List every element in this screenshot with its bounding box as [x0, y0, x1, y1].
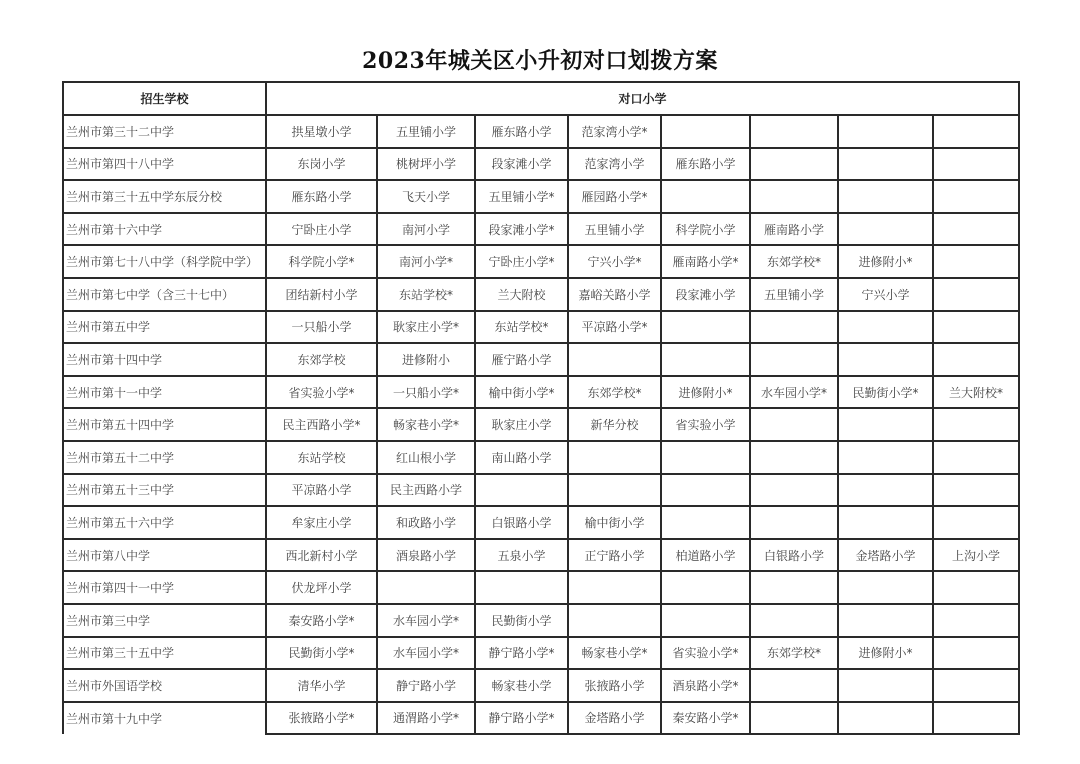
primary-school-cell: 五里铺小学	[568, 213, 661, 246]
table-row	[63, 213, 1019, 246]
primary-school-cell	[568, 474, 661, 507]
primary-school-cell: 秦安路小学*	[661, 702, 750, 735]
primary-school-cell: 上沟小学	[933, 539, 1019, 572]
middle-school-cell: 兰州市第三中学	[63, 604, 266, 637]
primary-school-cell: 柏道路小学	[661, 539, 750, 572]
primary-school-cell	[933, 115, 1019, 148]
primary-school-cell: 范家湾小学*	[568, 115, 661, 148]
primary-school-cell	[661, 604, 750, 637]
primary-school-cell: 金塔路小学	[568, 702, 661, 735]
primary-school-cell: 水车园小学*	[377, 637, 475, 670]
admission-plan-table	[62, 81, 1020, 735]
primary-school-cell: 水车园小学*	[750, 376, 838, 409]
middle-school-cell: 兰州市第五十四中学	[63, 408, 266, 441]
table-row	[63, 376, 1019, 409]
header-row	[63, 82, 1019, 115]
primary-school-cell	[838, 343, 933, 376]
table-row	[63, 539, 1019, 572]
primary-school-cell: 一只船小学*	[377, 376, 475, 409]
middle-school-cell: 兰州市第五十三中学	[63, 474, 266, 507]
primary-school-cell: 民主西路小学	[377, 474, 475, 507]
primary-school-cell	[838, 571, 933, 604]
primary-school-cell: 通渭路小学*	[377, 702, 475, 735]
primary-school-cell: 进修附小*	[661, 376, 750, 409]
primary-school-cell	[750, 311, 838, 344]
primary-school-cell	[568, 604, 661, 637]
primary-school-cell	[933, 702, 1019, 735]
primary-school-cell	[933, 180, 1019, 213]
primary-school-cell: 宁兴小学	[838, 278, 933, 311]
primary-school-cell	[475, 571, 568, 604]
primary-school-cell: 雁南路小学	[750, 213, 838, 246]
primary-school-cell	[933, 506, 1019, 539]
primary-school-cell: 和政路小学	[377, 506, 475, 539]
primary-school-cell: 民勤街小学*	[266, 637, 377, 670]
primary-school-cell: 南山路小学	[475, 441, 568, 474]
primary-school-cell: 五里铺小学*	[475, 180, 568, 213]
primary-school-cell	[838, 408, 933, 441]
primary-school-cell: 飞天小学	[377, 180, 475, 213]
primary-school-cell: 五里铺小学	[750, 278, 838, 311]
primary-school-cell: 秦安路小学*	[266, 604, 377, 637]
primary-school-cell	[750, 148, 838, 181]
primary-school-cell: 段家滩小学	[661, 278, 750, 311]
primary-school-cell: 南河小学*	[377, 245, 475, 278]
table-row	[63, 604, 1019, 637]
primary-school-cell	[750, 604, 838, 637]
table-row	[63, 441, 1019, 474]
middle-school-cell: 兰州市第四十八中学	[63, 148, 266, 181]
middle-school-cell: 兰州市第十九中学	[63, 702, 266, 735]
primary-school-cell	[933, 604, 1019, 637]
primary-school-cell	[568, 343, 661, 376]
middle-school-cell: 兰州市第八中学	[63, 539, 266, 572]
page-title: 2023年城关区小升初对口划拨方案	[362, 48, 718, 74]
primary-school-cell: 榆中街小学	[568, 506, 661, 539]
primary-school-cell: 畅家巷小学	[475, 669, 568, 702]
primary-school-cell	[838, 148, 933, 181]
primary-school-cell: 西北新村小学	[266, 539, 377, 572]
primary-school-cell: 雁东路小学	[475, 115, 568, 148]
primary-school-cell: 水车园小学*	[377, 604, 475, 637]
middle-school-cell: 兰州市外国语学校	[63, 669, 266, 702]
primary-school-cell	[377, 571, 475, 604]
middle-school-cell: 兰州市第五十六中学	[63, 506, 266, 539]
primary-school-cell	[661, 115, 750, 148]
middle-school-cell: 兰州市第三十二中学	[63, 115, 266, 148]
primary-school-cell	[933, 245, 1019, 278]
primary-school-cell: 雁南路小学*	[661, 245, 750, 278]
header-school: 招生学校	[63, 82, 266, 115]
primary-school-cell: 兰大附校*	[933, 376, 1019, 409]
primary-school-cell: 段家滩小学	[475, 148, 568, 181]
primary-school-cell: 东站学校*	[377, 278, 475, 311]
primary-school-cell: 牟家庄小学	[266, 506, 377, 539]
primary-school-cell: 省实验小学	[661, 408, 750, 441]
primary-school-cell	[933, 637, 1019, 670]
primary-school-cell	[661, 180, 750, 213]
primary-school-cell	[838, 180, 933, 213]
primary-school-cell: 雁宁路小学	[475, 343, 568, 376]
primary-school-cell	[933, 278, 1019, 311]
primary-school-cell: 宁卧庄小学*	[475, 245, 568, 278]
primary-school-cell	[750, 669, 838, 702]
middle-school-cell: 兰州市第五十二中学	[63, 441, 266, 474]
primary-school-cell	[661, 506, 750, 539]
primary-school-cell: 科学院小学	[661, 213, 750, 246]
table-row	[63, 115, 1019, 148]
table-row	[63, 702, 1019, 735]
primary-school-cell: 新华分校	[568, 408, 661, 441]
primary-school-cell: 桃树坪小学	[377, 148, 475, 181]
primary-school-cell: 静宁路小学*	[475, 637, 568, 670]
middle-school-cell: 兰州市第十一中学	[63, 376, 266, 409]
primary-school-cell	[838, 115, 933, 148]
primary-school-cell	[933, 441, 1019, 474]
primary-school-cell: 伏龙坪小学	[266, 571, 377, 604]
primary-school-cell: 省实验小学*	[661, 637, 750, 670]
middle-school-cell: 兰州市第五中学	[63, 311, 266, 344]
primary-school-cell: 拱星墩小学	[266, 115, 377, 148]
primary-school-cell: 东站学校	[266, 441, 377, 474]
primary-school-cell	[838, 702, 933, 735]
primary-school-cell: 畅家巷小学*	[568, 637, 661, 670]
table-row	[63, 669, 1019, 702]
primary-school-cell	[838, 311, 933, 344]
header-primary-schools: 对口小学	[266, 82, 1019, 115]
primary-school-cell: 兰大附校	[475, 278, 568, 311]
primary-school-cell: 范家湾小学	[568, 148, 661, 181]
middle-school-cell: 兰州市第三十五中学	[63, 637, 266, 670]
primary-school-cell	[750, 408, 838, 441]
primary-school-cell: 雁东路小学	[661, 148, 750, 181]
primary-school-cell	[750, 180, 838, 213]
primary-school-cell	[933, 148, 1019, 181]
primary-school-cell: 五泉小学	[475, 539, 568, 572]
middle-school-cell: 兰州市第七中学（含三十七中）	[63, 278, 266, 311]
primary-school-cell: 静宁路小学	[377, 669, 475, 702]
primary-school-cell: 雁园路小学*	[568, 180, 661, 213]
primary-school-cell	[661, 571, 750, 604]
primary-school-cell	[661, 474, 750, 507]
primary-school-cell	[568, 441, 661, 474]
primary-school-cell: 耿家庄小学	[475, 408, 568, 441]
primary-school-cell: 民主西路小学*	[266, 408, 377, 441]
primary-school-cell	[838, 474, 933, 507]
primary-school-cell: 团结新村小学	[266, 278, 377, 311]
primary-school-cell: 榆中街小学*	[475, 376, 568, 409]
primary-school-cell: 白银路小学	[475, 506, 568, 539]
primary-school-cell	[750, 343, 838, 376]
primary-school-cell: 五里铺小学	[377, 115, 475, 148]
primary-school-cell: 雁东路小学	[266, 180, 377, 213]
primary-school-cell: 民勤街小学*	[838, 376, 933, 409]
primary-school-cell	[661, 441, 750, 474]
primary-school-cell: 金塔路小学	[838, 539, 933, 572]
middle-school-cell: 兰州市第七十八中学（科学院中学）	[63, 245, 266, 278]
middle-school-cell: 兰州市第四十一中学	[63, 571, 266, 604]
middle-school-cell: 兰州市第三十五中学东辰分校	[63, 180, 266, 213]
primary-school-cell	[750, 571, 838, 604]
primary-school-cell: 宁卧庄小学	[266, 213, 377, 246]
primary-school-cell	[933, 343, 1019, 376]
table-row	[63, 506, 1019, 539]
primary-school-cell	[838, 669, 933, 702]
primary-school-cell	[750, 441, 838, 474]
primary-school-cell: 正宁路小学	[568, 539, 661, 572]
primary-school-cell: 耿家庄小学*	[377, 311, 475, 344]
primary-school-cell: 酒泉路小学*	[661, 669, 750, 702]
primary-school-cell	[750, 506, 838, 539]
table-row	[63, 571, 1019, 604]
primary-school-cell	[475, 474, 568, 507]
table-row	[63, 474, 1019, 507]
primary-school-cell	[933, 311, 1019, 344]
primary-school-cell	[750, 115, 838, 148]
primary-school-cell: 东郊学校*	[750, 245, 838, 278]
primary-school-cell: 张掖路小学	[568, 669, 661, 702]
primary-school-cell: 白银路小学	[750, 539, 838, 572]
primary-school-cell	[838, 213, 933, 246]
table-row	[63, 311, 1019, 344]
primary-school-cell: 东站学校*	[475, 311, 568, 344]
primary-school-cell: 东郊学校	[266, 343, 377, 376]
table-row	[63, 148, 1019, 181]
table-row	[63, 637, 1019, 670]
table-body	[63, 115, 1019, 734]
primary-school-cell: 嘉峪关路小学	[568, 278, 661, 311]
primary-school-cell: 红山根小学	[377, 441, 475, 474]
primary-school-cell	[933, 474, 1019, 507]
primary-school-cell: 进修附小*	[838, 245, 933, 278]
primary-school-cell: 省实验小学*	[266, 376, 377, 409]
primary-school-cell: 段家滩小学*	[475, 213, 568, 246]
middle-school-cell: 兰州市第十六中学	[63, 213, 266, 246]
primary-school-cell: 平凉路小学*	[568, 311, 661, 344]
primary-school-cell	[661, 311, 750, 344]
primary-school-cell: 清华小学	[266, 669, 377, 702]
primary-school-cell: 宁兴小学*	[568, 245, 661, 278]
primary-school-cell	[933, 571, 1019, 604]
primary-school-cell	[750, 474, 838, 507]
primary-school-cell	[933, 408, 1019, 441]
primary-school-cell: 一只船小学	[266, 311, 377, 344]
primary-school-cell: 酒泉路小学	[377, 539, 475, 572]
primary-school-cell	[933, 213, 1019, 246]
primary-school-cell	[661, 343, 750, 376]
primary-school-cell: 科学院小学*	[266, 245, 377, 278]
primary-school-cell	[838, 604, 933, 637]
primary-school-cell: 畅家巷小学*	[377, 408, 475, 441]
primary-school-cell: 东岗小学	[266, 148, 377, 181]
table-row	[63, 278, 1019, 311]
primary-school-cell: 进修附小	[377, 343, 475, 376]
table-row	[63, 180, 1019, 213]
primary-school-cell: 民勤街小学	[475, 604, 568, 637]
primary-school-cell: 东郊学校*	[750, 637, 838, 670]
primary-school-cell: 南河小学	[377, 213, 475, 246]
table-row	[63, 408, 1019, 441]
primary-school-cell	[933, 669, 1019, 702]
primary-school-cell	[838, 506, 933, 539]
primary-school-cell	[838, 441, 933, 474]
primary-school-cell: 静宁路小学*	[475, 702, 568, 735]
middle-school-cell: 兰州市第十四中学	[63, 343, 266, 376]
table-row	[63, 343, 1019, 376]
primary-school-cell: 进修附小*	[838, 637, 933, 670]
primary-school-cell: 张掖路小学*	[266, 702, 377, 735]
table-row	[63, 245, 1019, 278]
primary-school-cell: 东郊学校*	[568, 376, 661, 409]
primary-school-cell: 平凉路小学	[266, 474, 377, 507]
primary-school-cell	[750, 702, 838, 735]
primary-school-cell	[568, 571, 661, 604]
